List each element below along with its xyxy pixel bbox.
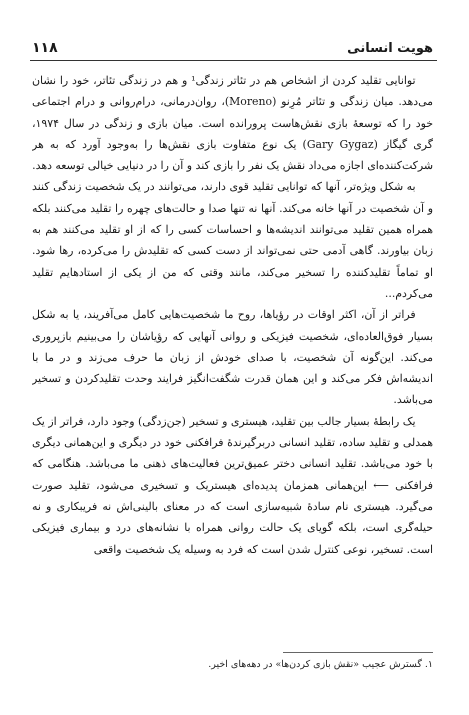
paragraph: توانایی تقلید کردن از اشخاص هم در تئاتر زندگی¹ و هم در زندگی تئاتر، خود را نشان می‌دهد. میان زندگی و تئاتر مُرِنو (Moreno)، روان‌درمانی، درام‌روانی و درام اجتماعی خود را که توسعهٔ بازی نقش‌هاست پرورانده است. میان بازی و زندگی در سال ۱۹۷۴، گری گیگاز (Gary Gygaz) یک نوع متفاوت بازی نقش‌ها را به‌وجود آورد که به هر شرکت‌کننده‌ای اجازه می‌داد نقش یک نفر را بازی کند و آن را در دنیایی خیالی توسعه دهد.	[32, 74, 433, 173]
page-number: ۱۱۸	[32, 40, 58, 56]
paragraph: به شکل ویژه‌تر، آنها که توانایی تقلید قوی دارند، می‌توانند در یک شخصیت زندگی کنند و آن شخصیت در آنها خانه می‌کند. آنها نه تنها صدا و حالت‌های چهره را تقلید می‌کنند بلکه همراه همین تقلید می‌توانند اندیشه‌ها و احساسات کسی را که از او تقلید می‌کنند هم به زبان بیاورند. گاهی آدمی حتی نمی‌تواند از دست کسی که تقلیدش را می‌کرده، رها شود. او تماماً تقلیدکننده را تسخیر می‌کند، مانند وقتی که من از یکی از استادهایم تقلید می‌کردم...	[32, 180, 433, 300]
header-rule	[30, 60, 437, 61]
paragraph: یک رابطهٔ بسیار جالب بین تقلید، هیستری و تسخیر (جن‌زدگی) وجود دارد، فراتر از یک همدلی و تقلید ساده، تقلید انسانی دربرگیرندهٔ فرافکنی خود در دیگری و این‌همانی دیگری با خود می‌باشد. تقلید انسانی دختر عمیق‌ترین فعالیت‌های ذهنی ما می‌باشد. هنگامی که فرافکنی ⟵ این‌همانی همزمان پدیده‌ای هیستریک و تسخیری می‌شود، تقلید صورت می‌گیرد. هیستری نام سادهٔ شبیه‌سازی است که در معنای بالینی‌اش نه فریبکاری و نه حیله‌گری است، بلکه گویای یک حالت روانی همراه با نشانه‌های درد و بیماری فیزیکی است. تسخیر، نوعی کنترل شدن است که فرد به وسیله یک شخصیت واقعی	[32, 414, 433, 556]
page-header	[32, 38, 433, 58]
body-text	[32, 70, 433, 650]
running-title: هویت انسانی	[347, 40, 433, 56]
footnote-rule	[283, 652, 433, 653]
paragraph: فراتر از آن، اکثر اوقات در رؤیاها، روح ما شخصیت‌هایی کامل می‌آفریند، یا به شکل بسیار فوق‌العاده‌ای، شخصیت فیزیکی و روانی آنهایی که رؤیاشان را می‌بینیم بازپروری می‌کند. این‌گونه آن شخصیت، با صدای خودش از زبان ما حرف می‌زند و در ما با اندیشه‌اش فکر می‌کند و این همان قدرت شگفت‌انگیز فرایند وحدت تقلیدکردن و تسخیر می‌باشد.	[32, 308, 433, 407]
footnote: ۱. گسترش عجیب «نقش بازی کردن‌ها» در دهه‌های اخیر.	[208, 659, 433, 670]
